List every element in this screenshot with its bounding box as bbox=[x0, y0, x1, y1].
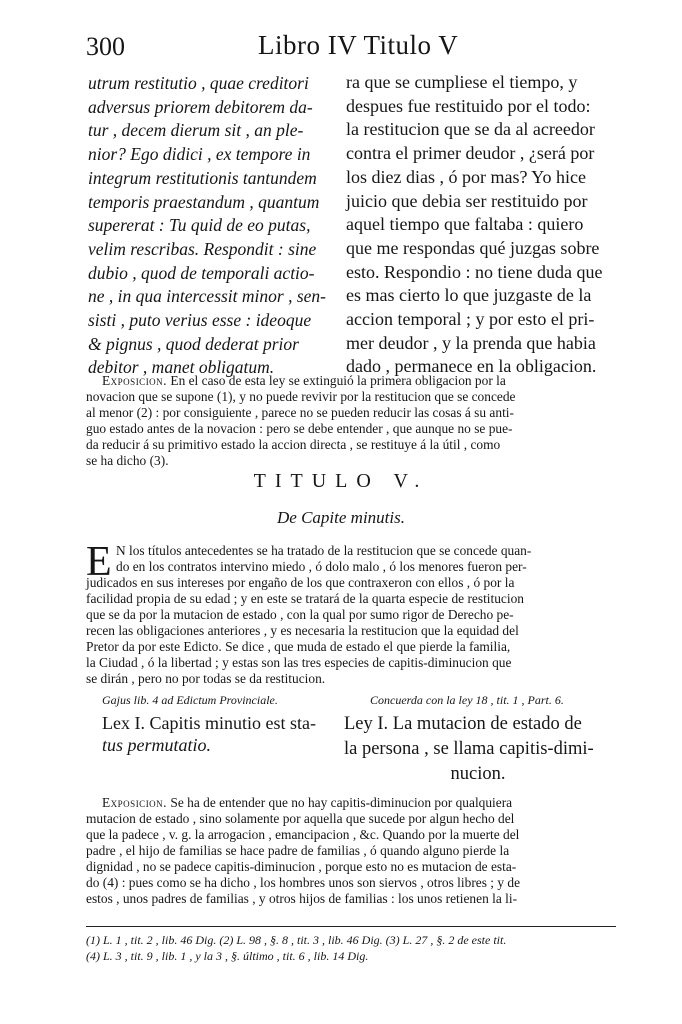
exposicion-line: dignidad , no se padece capitis-diminucion , porque esto no es mutacion de esta- bbox=[86, 859, 517, 874]
intro-line: facilidad propia de su edad ; y en este se tratará de la quarta especie de restitucion bbox=[86, 591, 524, 606]
spanish-text-column bbox=[346, 71, 616, 379]
exposicion-line: da reducir á su primitivo estado la accion directa , se restituye á la útil , como bbox=[86, 437, 501, 452]
spanish-line: ra que se cumpliese el tiempo, y bbox=[346, 72, 578, 92]
spanish-line: mer deudor , y la prenda que habia bbox=[346, 332, 596, 353]
spanish-line: juicio que debia ser restituido por bbox=[346, 190, 588, 211]
latin-line: tur , decem dierum sit , an ple- bbox=[88, 120, 304, 141]
latin-line: utrum restitutio , quae creditori bbox=[88, 73, 309, 93]
exposicion-line: se ha dicho (3). bbox=[86, 453, 169, 468]
spanish-line: los diez dias , ó por mas? Yo hice bbox=[346, 166, 586, 187]
exposicion-line: estos , unos padres de familias , y otros hijos de familias : los unos retienen la li- bbox=[86, 891, 518, 906]
page-number: 300 bbox=[86, 32, 125, 61]
lex-latin-line: tus permutatio. bbox=[102, 735, 212, 755]
spanish-line: que me respondas qué juzgas sobre bbox=[346, 237, 600, 258]
latin-line: velim rescribas. Respondit : sine bbox=[88, 238, 317, 259]
exposicion-commentary-1 bbox=[86, 373, 616, 469]
exposicion-line: mutacion de estado , sino solamente por aquella que sucede por algun hecho del bbox=[86, 811, 515, 826]
latin-line: supererat : Tu quid de eo putas, bbox=[88, 215, 311, 236]
exposicion-line: Se ha de entender que no hay capitis-diminucion por qualquiera bbox=[167, 795, 513, 810]
intro-line: se dirán , pero no por todas se da restitucion. bbox=[86, 671, 326, 686]
running-title: Libro IV Titulo V bbox=[258, 30, 459, 60]
intro-line: que se da por la mutacion de estado , con la qual por sumo rigor de Derecho pe- bbox=[86, 607, 514, 622]
spanish-line: aquel tiempo que faltaba : quiero bbox=[346, 214, 584, 235]
intro-line: Pretor da por este Edicto. Se dice , que muda de estado el que pierde la familia, bbox=[86, 639, 511, 654]
latin-line: sisti , puto verius esse : ideoque bbox=[88, 310, 312, 331]
latin-line: ne , in qua intercessit minor , sen- bbox=[88, 286, 327, 307]
latin-line: nior? Ego didici , ex tempore in bbox=[88, 144, 311, 165]
lex-spanish-line: Ley I. La mutacion de estado de bbox=[344, 714, 582, 734]
exposicion-line: guo estado antes de la novacion : pero se debe entender , que aunque no se pue- bbox=[86, 421, 513, 436]
section-subtitle: De Capite minutis. bbox=[277, 508, 405, 527]
intro-line: judicados en sus intereses por engaño de los que contraxeron con ellos , ó por la bbox=[86, 575, 515, 590]
intro-line: N los títulos antecedentes se ha tratado de la restitucion que se concede quan- bbox=[116, 543, 532, 558]
drop-cap: E bbox=[86, 539, 112, 585]
latin-line: adversus priorem debitorem da- bbox=[88, 96, 313, 117]
footnote-divider bbox=[86, 926, 616, 927]
footnote-line: (1) L. 1 , tit. 2 , lib. 46 Dig. (2) L. 98 , §. 8 , tit. 3 , lib. 46 Dig. (3) L. 27 , §. 2 de este tit. bbox=[86, 933, 507, 947]
exposicion-label: Exposicion. bbox=[102, 373, 168, 388]
spanish-line: accion temporal ; y por esto el pri- bbox=[346, 309, 595, 330]
lex-spanish-line: la persona , se llama capitis-dimi- bbox=[344, 739, 594, 759]
exposicion-line: do (4) : pues como se ha dicho , los hombres unos son siervos , otros libres ; y de bbox=[86, 875, 521, 890]
exposicion-label: Exposicion. bbox=[102, 795, 168, 810]
exposicion-line: que la padece , v. g. la arrogacion , emancipacion , &c. Quando por la muerte del bbox=[86, 827, 520, 842]
latin-line: dubio , quod de temporali actio- bbox=[88, 262, 315, 283]
latin-text-column bbox=[88, 72, 333, 380]
latin-line: temporis praestandum , quantum bbox=[88, 191, 320, 212]
exposicion-line: novacion que se supone (1), y no puede revivir por la restitucion que se concede bbox=[86, 389, 516, 404]
spanish-line: la restitucion que se da al acreedor bbox=[346, 119, 595, 140]
spanish-line: despues fue restituido por el todo: bbox=[346, 95, 591, 116]
latin-line: & pignus , quod dederat prior bbox=[88, 333, 299, 354]
exposicion-line: En el caso de esta ley se extinguió la primera obligacion por la bbox=[167, 373, 506, 388]
exposicion-line: padre , el hijo de familias se hace padre de familias , ó quando alguno pierde la bbox=[86, 843, 510, 858]
spanish-line: dado , permanece en la obligacion. bbox=[346, 356, 597, 377]
intro-line: recen las obligaciones anteriores , y es necesaria la restitucion que la equidad del bbox=[86, 623, 519, 638]
exposicion-line: al menor (2) : por consiguiente , parece no se pueden reducir las cosas á su anti- bbox=[86, 405, 514, 420]
concordance-citation: Concuerda con la ley 18 , tit. 1 , Part. 6. bbox=[370, 693, 564, 707]
latin-line: integrum restitutionis tantundem bbox=[88, 167, 317, 188]
lex-latin bbox=[102, 712, 342, 756]
source-citation: Gajus lib. 4 ad Edictum Provinciale. bbox=[102, 693, 278, 707]
spanish-line: contra el primer deudor , ¿será por bbox=[346, 143, 595, 164]
intro-line: do en los contratos intervino miedo , ó dolo malo , ó los menores fueron per- bbox=[116, 559, 527, 574]
intro-line: la Ciudad , ó la libertad ; y estas son las tres especies de capitis-diminucion que bbox=[86, 655, 512, 670]
section-heading: TITULO V. bbox=[253, 470, 429, 492]
footnotes bbox=[86, 932, 616, 964]
running-head bbox=[86, 30, 618, 64]
latin-line: debitor , manet obligatum. bbox=[88, 357, 275, 378]
spanish-line: es mas cierto lo que juzgaste de la bbox=[346, 285, 592, 306]
footnote-line: (4) L. 3 , tit. 9 , lib. 1 , y la 3 , §. último , tit. 6 , lib. 14 Dig. bbox=[86, 949, 369, 963]
spanish-line: esto. Respondio : no tiene duda que bbox=[346, 261, 603, 282]
exposicion-commentary-2 bbox=[86, 795, 616, 907]
introduction-paragraph bbox=[86, 539, 616, 687]
lex-spanish bbox=[344, 712, 614, 787]
lex-latin-line: Lex I. Capitis minutio est sta- bbox=[102, 713, 316, 733]
lex-spanish-line: nucion. bbox=[450, 764, 506, 784]
